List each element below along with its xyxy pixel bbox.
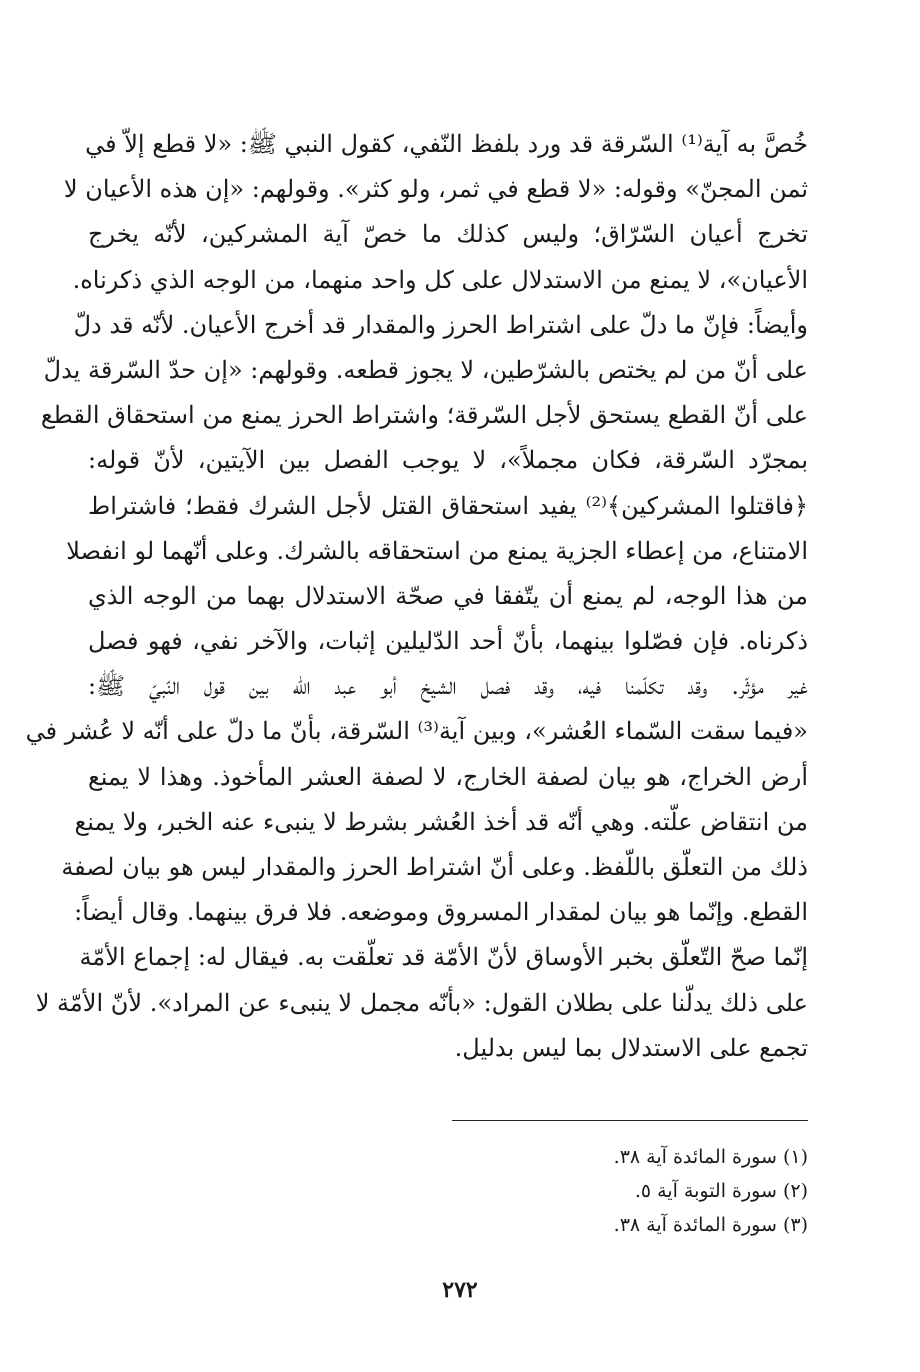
text-line: ﴿فاقتلوا المشركين﴾⁽²⁾ يفيد استحقاق القتل لأجل الشرك فقط؛ فاشتراط (88, 491, 809, 520)
text-line: غير مؤثّر. وقد تكلّمنا فيه، وقد فصل الشيخ أبو عبد الله بين قول النّبيّ ﷺ: (88, 672, 808, 701)
page-number: ٢٧٢ (442, 1277, 478, 1303)
text-line: «فيما سقت السّماء العُشر»، وبين آية⁽³⁾ السّرقة، بأنّ ما دلّ على أنّه لا عُشر في (25, 717, 808, 746)
text-line: من هذا الوجه، لم يمنع أن يتّفقا في صحّة الاستدلال بهما من الوجه الذي (88, 581, 809, 610)
text-line: ذكرناه. فإن فصّلوا بينهما، بأنّ أحد الدّليلين إثبات، والآخر نفي، فهو فصل (88, 627, 809, 656)
text-line: ثمن المجنّ» وقوله: «لا قطع في ثمر، ولو كثر». وقولهم: «إن هذه الأعيان لا (63, 175, 808, 204)
text-line-last: تجمع على الاستدلال بما ليس بدليل. (454, 1033, 808, 1062)
footnote-3: (٣) سورة المائدة آية ٣٨. (613, 1214, 808, 1236)
text-line: على أنّ من لم يختص بالشرّطين، لا يجوز قطعه. وقولهم: «إن حدّ السّرقة يدلّ (43, 355, 808, 384)
footnote-1: (١) سورة المائدة آية ٣٨. (613, 1146, 808, 1168)
footnote-2: (٢) سورة التوبة آية ٥. (634, 1180, 808, 1202)
footnotes (408, 1140, 808, 1242)
text-line: خُصَّ به آية⁽¹⁾ السّرقة قد ورد بلفظ النّفي، كقول النبي ﷺ: «لا قطع إلاّ في (85, 130, 808, 158)
main-text (25, 122, 809, 1071)
text-line: على ذلك يدلّنا على بطلان القول: «بأنّه مجمل لا ينبىء عن المراد». لأنّ الأمّة لا (35, 988, 808, 1017)
footnote-divider (452, 1120, 808, 1121)
text-line: إنّما صحّ التّعلّق بخبر الأوساق لأنّ الأمّة قد تعلّقت به. فيقال له: إجماع الأمّة (79, 943, 808, 972)
text-line: القطع. وإنّما هو بيان لمقدار المسروق وموضعه. فلا فرق بينهما. وقال أيضاً: (74, 898, 808, 927)
text-line: الامتناع، من إعطاء الجزية يمنع من استحقاقه بالشرك. وعلى أنّهما لو انفصلا (66, 536, 808, 565)
text-line: الأعيان»، لا يمنع من الاستدلال على كل واحد منهما، من الوجه الذي ذكرناه. (72, 265, 808, 294)
text-line: وأيضاً: فإنّ ما دلّ على اشتراط الحرز والمقدار قد أخرج الأعيان. لأنّه قد دلّ (73, 310, 808, 339)
text-line: من انتقاض علّته. وهي أنّه قد أخذ العُشر بشرط لا ينبىء عنه الخبر، ولا يمنع (74, 807, 808, 836)
text-line: أرض الخراج، هو بيان لصفة الخارج، لا لصفة العشر المأخوذ. وهذا لا يمنع (88, 762, 808, 791)
text-line: بمجرّد السّرقة، فكان مجملاً»، لا يوجب الفصل بين الآيتين، لأنّ قوله: (88, 446, 808, 475)
text-line: تخرج أعيان السّرّاق؛ وليس كذلك ما خصّ آية المشركين، لأنّه يخرج (88, 220, 808, 249)
text-line: على أنّ القطع يستحق لأجل السّرقة؛ واشتراط الحرز يمنع من استحقاق القطع (40, 401, 808, 430)
text-line: ذلك من التعلّق باللّفظ. وعلى أنّ اشتراط الحرز والمقدار ليس هو بيان لصفة (61, 853, 808, 881)
